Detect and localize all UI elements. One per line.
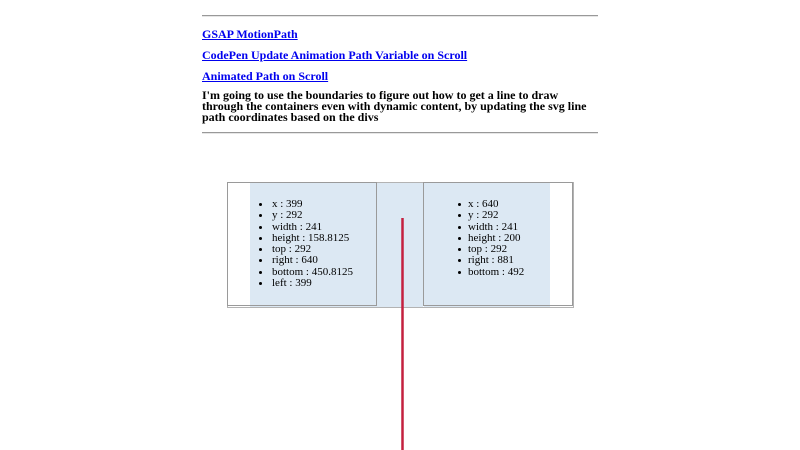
- description-text: I'm going to use the boundaries to figure out how to get a line to draw through the containers even with dynamic content, by updating the svg line path coordinates based on the divs: [202, 88, 587, 124]
- list-item: x : 640: [468, 199, 558, 210]
- link-gsap-motionpath[interactable]: GSAP MotionPath: [202, 27, 298, 41]
- link-animated-path-on-scroll[interactable]: Animated Path on Scroll: [202, 69, 329, 83]
- list-item: right : 881: [468, 255, 558, 266]
- list-item: right : 640: [258, 255, 354, 266]
- list-item: bottom : 450.8125: [258, 267, 354, 278]
- list-item: top : 292: [468, 244, 558, 255]
- list-item: left : 399: [258, 278, 354, 289]
- list-item: height : 200: [468, 233, 558, 244]
- list-item: width : 241: [258, 222, 354, 233]
- list-item: top : 292: [258, 244, 354, 255]
- list-item: width : 241: [468, 222, 558, 233]
- link-codepen-update-animation-path[interactable]: CodePen Update Animation Path Variable on Scroll: [202, 48, 468, 62]
- list-item: bottom : 492: [468, 267, 558, 278]
- list-item: height : 158.8125: [258, 233, 354, 244]
- list-item: y : 292: [258, 210, 354, 221]
- list-item: x : 399: [258, 199, 354, 210]
- list-item: y : 292: [468, 210, 558, 221]
